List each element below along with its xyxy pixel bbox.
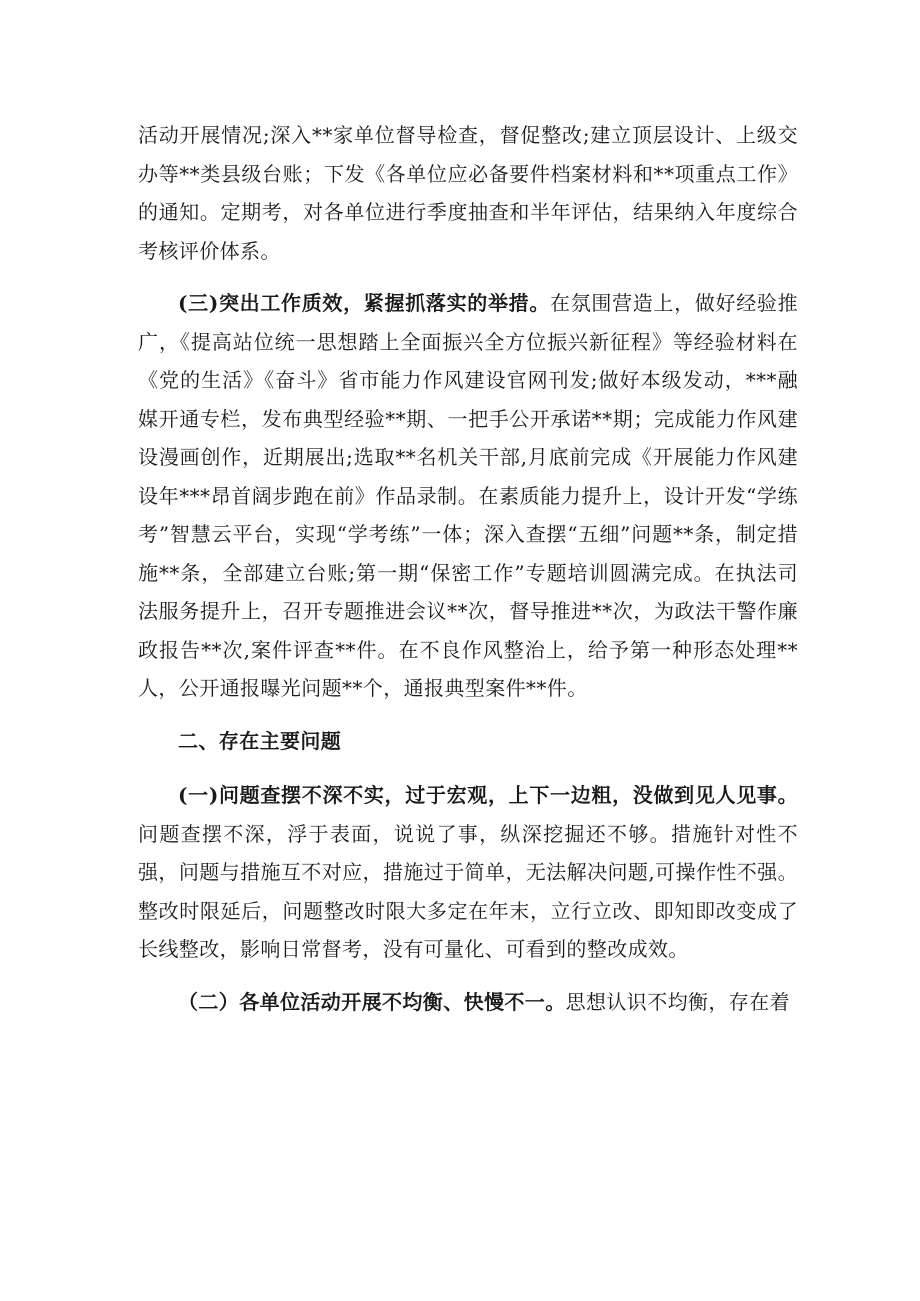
paragraph-text: 问题查摆不深，浮于表面，说说了事，纵深挖掘还不够。措施针对性不强，问题与措施互不对应，措施过于简单，无法解决问题,可操作性不强。整改时限延后，问题整改时限大多定在年末，立行立改、即知即改变成了长线整改，影响日常督考，没有可量化、可看到的整改成效。 <box>138 821 798 961</box>
paragraph-problem-2 <box>138 983 798 1022</box>
paragraph-work-quality <box>138 284 798 708</box>
paragraph-lead-heading: （二）各单位活动开展不均衡、快慢不一。 <box>178 989 566 1014</box>
paragraph-text: 在氛围营造上，做好经验推广，《提高站位统一思想踏上全面振兴全方位振兴新征程》等经验材料在《党的生活》《奋斗》省市能力作风建设官网刊发;做好本级发动，***融媒开通专栏，发布典型经验**期、一把手公开承诺**期；完成能力作风建设漫画创作，近期展出;选取**名机关干部,月底前完成《开展能力作风建设年***昂首阔步跑在前》作品录制。在素质能力提升上，设计开发“学练考”智慧云平台，实现“学考练”一体；深入查摆“五细”问题**条，制定措施**条，全部建立台账;第一期“保密工作”专题培训圆满完成。在执法司法服务提升上，召开专题推进会议**次，督导推进**次，为政法干警作廉政报告**次,案件评查**件。在不良作风整治上，给予第一种形态处理**人，公开通报曝光问题**个，通报典型案件**件。 <box>138 291 798 700</box>
section-heading-main-problems: 二、存在主要问题 <box>178 728 342 753</box>
paragraph-text: 活动开展情况;深入**家单位督导检查，督促整改;建立顶层设计、上级交办等**类县级台账；下发《各单位应必备要件档案材料和**项重点工作》的通知。定期考，对各单位进行季度抽查和半年评估，结果纳入年度综合考核评价体系。 <box>138 123 798 263</box>
paragraph-text: 思想认识不均衡，存在着 <box>565 989 791 1014</box>
document-body <box>138 116 798 1021</box>
paragraph-problem-1 <box>138 776 798 969</box>
paragraph-lead-heading: (一)问题查摆不深不实，过于宏观，上下一边粗，没做到见人见事。 <box>178 783 798 807</box>
paragraph-continued <box>138 116 798 270</box>
paragraph-lead-heading: (三)突出工作质效，紧握抓落实的举措。 <box>178 291 551 315</box>
